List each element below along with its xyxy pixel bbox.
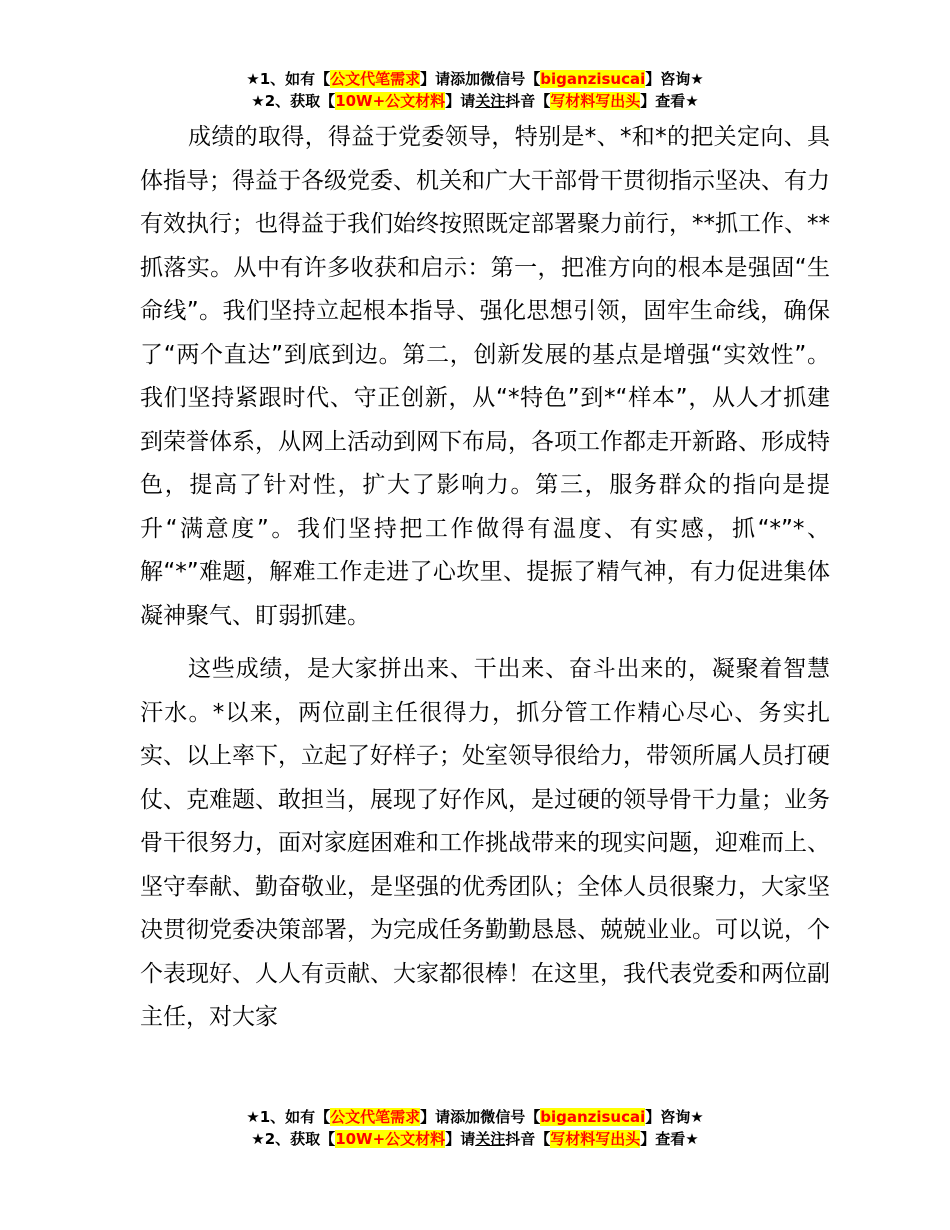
highlight-douyin-account: 写材料写出头: [550, 92, 641, 110]
banner-text: 】查看★: [640, 1130, 699, 1148]
banner-text: 抖音【: [505, 1130, 551, 1148]
banner-text: 】查看★: [640, 92, 699, 110]
banner-emphasis: 关注: [475, 1130, 506, 1148]
footer-banner: [0, 1106, 950, 1150]
banner-text: ★1、如有【: [246, 70, 331, 88]
banner-emphasis: 微信号: [480, 70, 526, 88]
banner-text: 】请添加: [420, 70, 481, 88]
highlight-wechat-id: biganzisucai: [540, 1108, 646, 1126]
banner-text: 【: [525, 1108, 541, 1126]
highlight-service: 公文代笔需求: [330, 1108, 421, 1126]
banner-emphasis: 关注: [475, 92, 506, 110]
banner-line-1: [0, 1106, 950, 1128]
banner-text: 】请: [445, 1130, 476, 1148]
banner-text: 】请: [445, 92, 476, 110]
highlight-materials: 10W+公文材料: [335, 92, 446, 110]
banner-line-2: [0, 1128, 950, 1150]
banner-line-2: [0, 90, 950, 112]
header-banner: [0, 68, 950, 112]
highlight-wechat-id: biganzisucai: [540, 70, 646, 88]
highlight-douyin-account: 写材料写出头: [550, 1130, 641, 1148]
banner-text: ★2、获取【: [251, 1130, 336, 1148]
highlight-materials: 10W+公文材料: [335, 1130, 446, 1148]
body-paragraph-2: 这些成绩，是大家拼出来、干出来、奋斗出来的，凝聚着智慧汗水。*以来，两位副主任很得力，抓分管工作精心尽心、务实扎实、以上率下，立起了好样子；处室领导很给力，带领所属人员打硬仗、克难题、敢担当，展现了好作风，是过硬的领导骨干力量；业务骨干很努力，面对家庭困难和工作挑战带来的现实问题，迎难而上、坚守奉献、勤奋敬业，是坚强的优秀团队；全体人员很聚力，大家坚决贯彻党委决策部署，为完成任务勤勤恳恳、兢兢业业。可以说，个个表现好、人人有贡献、大家都很棒！在这里，我代表党委和两位副主任，对大家: [140, 656, 830, 1030]
banner-text: 抖音【: [505, 92, 551, 110]
banner-line-1: [0, 68, 950, 90]
banner-text: 【: [525, 70, 541, 88]
banner-emphasis: 微信号: [480, 1108, 526, 1126]
document-body: [140, 116, 830, 1040]
banner-text: ★1、如有【: [246, 1108, 331, 1126]
banner-text: 】请添加: [420, 1108, 481, 1126]
banner-text: 】咨询★: [645, 1108, 704, 1126]
banner-text: ★2、获取【: [251, 92, 336, 110]
body-paragraph-1: 成绩的取得，得益于党委领导，特别是*、*和*的把关定向、具体指导；得益于各级党委、机关和广大干部骨干贯彻指示坚决、有力有效执行；也得益于我们始终按照既定部署聚力前行，**抓工作、**抓落实。从中有许多收获和启示：第一，把准方向的根本是强固“生命线”。我们坚持立起根本指导、强化思想引领，固牢生命线，确保了“两个直达”到底到边。第二，创新发展的基点是增强“实效性”。我们坚持紧跟时代、守正创新，从“*特色”到*“样本”，从人才抓建到荣誉体系，从网上活动到网下布局，各项工作都走开新路、形成特色，提高了针对性，扩大了影响力。第三，服务群众的指向是提升“满意度”。我们坚持把工作做得有温度、有实感，抓“*”*、解“*”难题，解难工作走进了心坎里、提振了精气神，有力促进集体凝神聚气、盯弱抓建。: [140, 124, 830, 629]
highlight-service: 公文代笔需求: [330, 70, 421, 88]
banner-text: 】咨询★: [645, 70, 704, 88]
